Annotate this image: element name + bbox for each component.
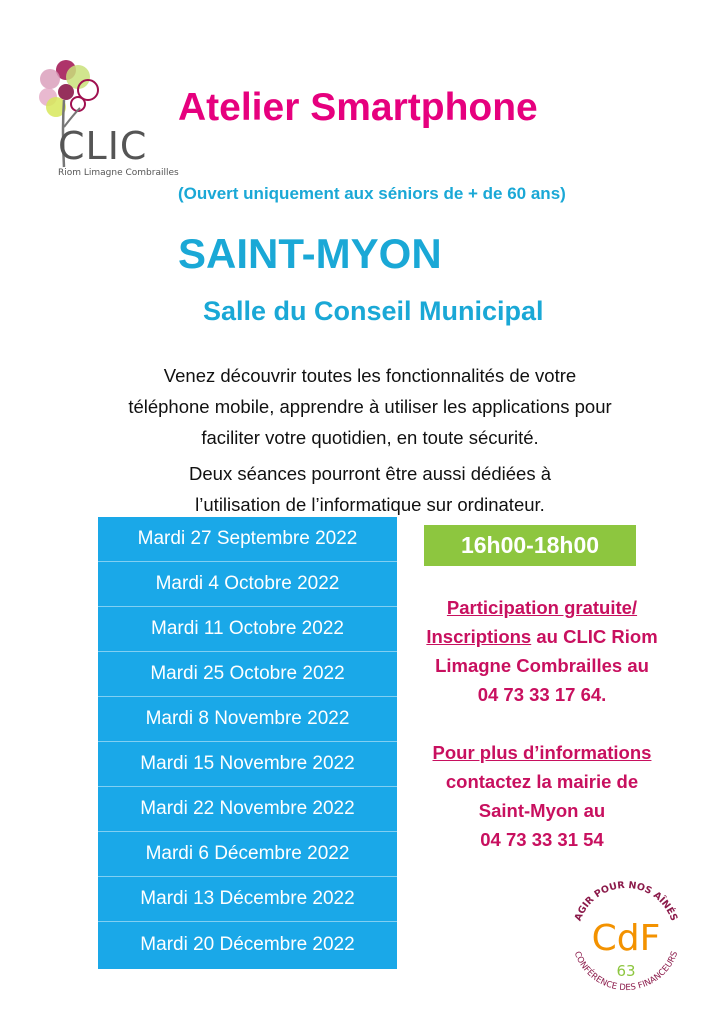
session-dates-list	[98, 517, 397, 969]
registration-info	[404, 593, 680, 709]
description-line: Deux séances pourront être aussi dédiées à	[189, 463, 551, 484]
registration-line: Participation gratuite/	[446, 597, 638, 618]
session-date: Mardi 13 Décembre 2022	[98, 877, 397, 922]
cdf-center-text: CdF	[591, 918, 661, 959]
registration-line: Limagne Combrailles au	[435, 655, 649, 676]
cdf-top-text: AGIR POUR NOS AÎNÉS	[572, 879, 680, 923]
contact-phone: 04 73 33 31 54	[480, 829, 604, 850]
registration-line	[404, 622, 680, 651]
session-date: Mardi 22 Novembre 2022	[98, 787, 397, 832]
cdf-number: 63	[616, 962, 636, 980]
page-title: Atelier Smartphone	[178, 86, 538, 129]
description-secondary	[40, 458, 700, 520]
description-line: faciliter votre quotidien, en toute sécurité.	[201, 427, 539, 448]
description-line: l’utilisation de l’informatique sur ordinateur.	[195, 494, 545, 515]
session-date: Mardi 11 Octobre 2022	[98, 607, 397, 652]
session-date: Mardi 6 Décembre 2022	[98, 832, 397, 877]
description-line: téléphone mobile, apprendre à utiliser les applications pour	[128, 396, 612, 417]
contact-info	[404, 738, 680, 854]
session-date: Mardi 4 Octobre 2022	[98, 562, 397, 607]
venue-name: Salle du Conseil Municipal	[203, 296, 544, 326]
registration-text: au CLIC Riom	[531, 626, 658, 647]
description-line: Venez découvrir toutes les fonctionnalités de votre	[163, 365, 577, 386]
contact-line: Pour plus d’informations	[432, 742, 652, 763]
audience-note: (Ouvert uniquement aux séniors de + de 60 ans)	[178, 184, 566, 203]
cdf-logo	[560, 870, 692, 1002]
registration-link-text: Inscriptions	[426, 626, 532, 647]
clic-logo-name: CLIC	[58, 124, 148, 168]
session-date: Mardi 15 Novembre 2022	[98, 742, 397, 787]
contact-line: contactez la mairie de	[445, 771, 639, 792]
session-date: Mardi 8 Novembre 2022	[98, 697, 397, 742]
session-date: Mardi 25 Octobre 2022	[98, 652, 397, 697]
city-name: SAINT-MYON	[178, 230, 442, 277]
contact-line: Saint-Myon au	[478, 800, 606, 821]
clic-logo-subtitle: Riom Limagne Combrailles	[58, 168, 179, 178]
session-date: Mardi 27 Septembre 2022	[98, 517, 397, 562]
session-date: Mardi 20 Décembre 2022	[140, 933, 355, 955]
description	[40, 360, 700, 453]
session-time-badge: 16h00-18h00	[424, 525, 636, 566]
registration-phone: 04 73 33 17 64.	[477, 684, 607, 705]
cdf-bottom-text: CONFÉRENCE DES FINANCEURS	[571, 950, 681, 994]
